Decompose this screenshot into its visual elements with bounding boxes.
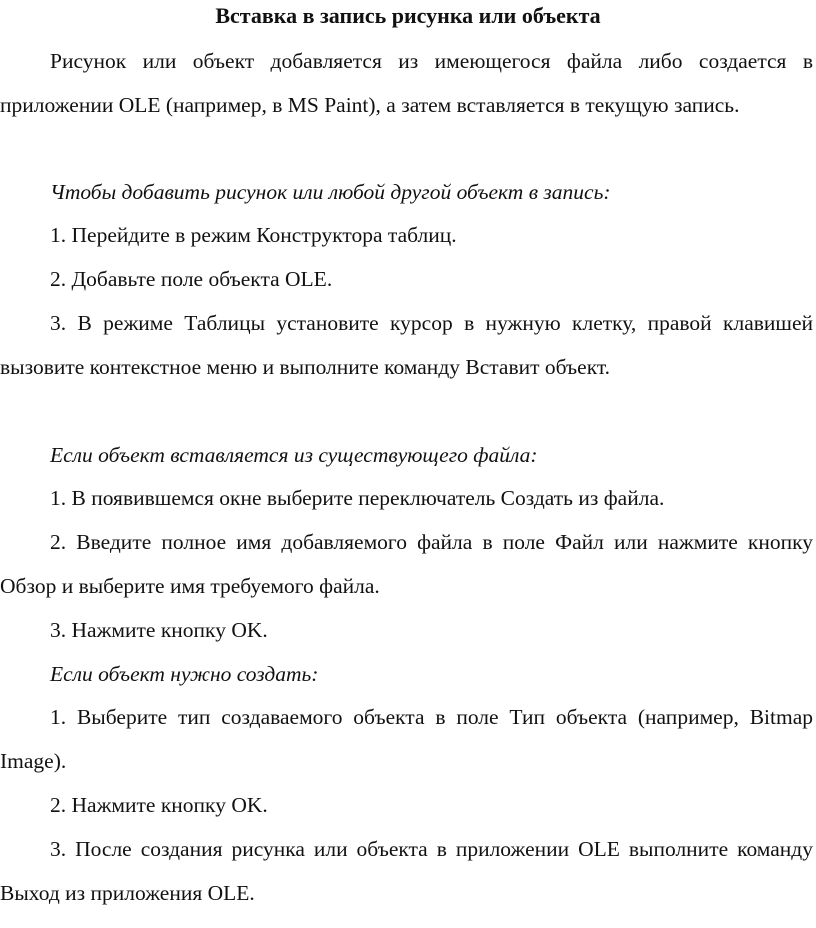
existing-step-2: 2. Введите полное имя добавляемого файла в поле Файл или нажмите кнопку Обзор и выберите имя требуемого файла.	[0, 530, 813, 598]
add-step-3: 3. В режиме Таблицы установите курсор в нужную клетку, правой клавишей вызовите контекстное меню и выполните команду Вставит объект.	[0, 311, 813, 379]
create-step-2: 2. Нажмите кнопку OK.	[50, 793, 268, 817]
create-step-3: 3. После создания рисунка или объекта в приложении OLE выполните команду Выход из приложения OLE.	[0, 837, 813, 905]
create-step-1: 1. Выберите тип создаваемого объекта в поле Тип объекта (например, Bitmap Image).	[0, 705, 813, 773]
add-step-2: 2. Добавьте поле объекта OLE.	[50, 267, 333, 291]
intro-paragraph: Рисунок или объект добавляется из имеющегося файла либо создается в приложении OLE (например, в MS Paint), а затем вставляется в текущую запись.	[0, 49, 813, 117]
document-title: Вставка в запись рисунка или объекта	[215, 3, 601, 28]
section-create-heading: Если объект нужно создать:	[50, 662, 319, 686]
add-step-1: 1. Перейдите в режим Конструктора таблиц.	[50, 223, 457, 247]
section-existing-heading: Если объект вставляется из существующего файла:	[50, 443, 538, 467]
section-add-heading: Чтобы добавить рисунок или любой другой объект в запись:	[50, 180, 611, 204]
existing-step-3: 3. Нажмите кнопку OK.	[50, 618, 268, 642]
existing-step-1: 1. В появившемся окне выберите переключатель Создать из файла.	[50, 486, 665, 510]
